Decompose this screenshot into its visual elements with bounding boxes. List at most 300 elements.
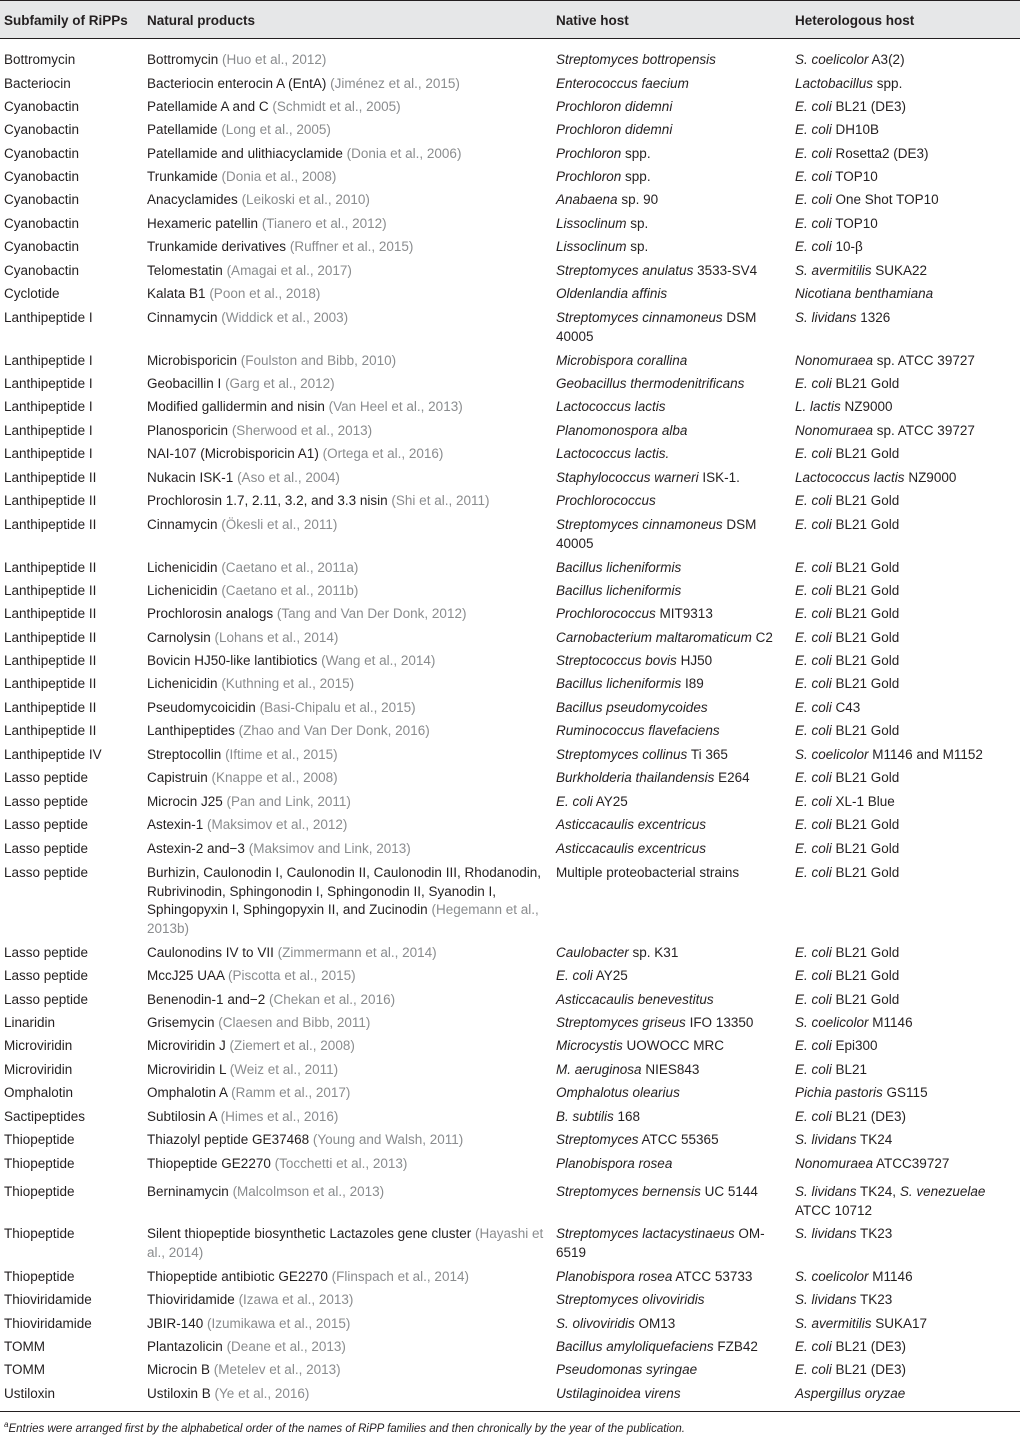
natural-product-cell bbox=[147, 98, 549, 117]
native-host-cell bbox=[556, 605, 788, 624]
product-name: Anacyclamides bbox=[147, 192, 238, 207]
hetero-host-species: E. coli bbox=[795, 676, 832, 691]
product-name: Bovicin HJ50-like lantibiotics bbox=[147, 653, 318, 668]
natural-product-cell bbox=[147, 215, 549, 234]
citation: (Hegemann et al., 2013b) bbox=[147, 902, 539, 936]
natural-product-cell bbox=[147, 75, 549, 94]
native-host-strain: OM13 bbox=[634, 1316, 676, 1331]
product-name: Caulonodins IV to VII bbox=[147, 945, 274, 960]
natural-product-cell bbox=[147, 1037, 549, 1056]
natural-product-cell bbox=[147, 516, 549, 535]
hetero-host-species: S. lividans bbox=[795, 1226, 857, 1241]
native-host-cell bbox=[556, 944, 788, 963]
product-name: Patellamide bbox=[147, 122, 218, 137]
native-host-species: Streptomyces collinus bbox=[556, 747, 688, 762]
citation: (Poon et al., 2018) bbox=[209, 286, 321, 301]
citation: (Maksimov and Link, 2013) bbox=[248, 841, 411, 856]
product-name: Cinnamycin bbox=[147, 517, 218, 532]
product-name: Astexin-1 bbox=[147, 817, 204, 832]
natural-product-cell bbox=[147, 816, 549, 835]
product-name: Astexin-2 and−3 bbox=[147, 841, 245, 856]
natural-product-cell bbox=[147, 991, 549, 1010]
heterologous-host-cell bbox=[795, 121, 1017, 140]
citation: (Leikoski et al., 2010) bbox=[241, 192, 370, 207]
hetero-host-strain: C43 bbox=[831, 700, 861, 715]
heterologous-host-cell bbox=[795, 769, 1017, 788]
native-host-species: E. coli bbox=[556, 968, 593, 983]
hetero-host-species: E. coli bbox=[795, 560, 832, 575]
hetero-host-strain: BL21 Gold bbox=[831, 841, 900, 856]
citation: (Iftime et al., 2015) bbox=[225, 747, 338, 762]
native-host-strain: C2 bbox=[751, 630, 773, 645]
heterologous-host-cell bbox=[795, 967, 1017, 986]
citation: (Foulston and Bibb, 2010) bbox=[240, 353, 397, 368]
natural-product-cell bbox=[147, 168, 549, 187]
table-footnote bbox=[4, 1420, 685, 1435]
citation: (Flinspach et al., 2014) bbox=[331, 1269, 469, 1284]
hetero-host-species: E. coli bbox=[795, 700, 832, 715]
hetero-host-species: E. coli bbox=[795, 1038, 832, 1053]
natural-product-cell bbox=[147, 238, 549, 257]
natural-product-cell bbox=[147, 121, 549, 140]
subfamily-cell: TOMM bbox=[4, 1339, 45, 1354]
subfamily-cell: Lanthipeptide II bbox=[4, 560, 97, 575]
native-host-cell bbox=[556, 1014, 788, 1033]
product-name: Plantazolicin bbox=[147, 1339, 223, 1354]
native-host-cell bbox=[556, 398, 788, 417]
native-host-species: Lissoclinum bbox=[556, 216, 627, 231]
heterologous-host-cell bbox=[795, 722, 1017, 741]
native-host-cell bbox=[556, 352, 788, 371]
native-host-cell bbox=[556, 1155, 788, 1174]
hetero-host-species: E. coli bbox=[795, 122, 832, 137]
citation: (Tocchetti et al., 2013) bbox=[274, 1156, 408, 1171]
subfamily-cell: Lanthipeptide I bbox=[4, 423, 93, 438]
subfamily-cell: Microviridin bbox=[4, 1062, 73, 1077]
subfamily-cell: Lanthipeptide II bbox=[4, 583, 97, 598]
hetero-host-species: E. coli bbox=[795, 99, 832, 114]
product-name: Ustiloxin B bbox=[147, 1386, 211, 1401]
product-name: Berninamycin bbox=[147, 1184, 229, 1199]
product-name: Planosporicin bbox=[147, 423, 229, 438]
hetero-host-strain: BL21 Gold bbox=[831, 723, 900, 738]
natural-product-cell bbox=[147, 652, 549, 671]
natural-product-cell bbox=[147, 1225, 549, 1262]
hetero-host-species: E. coli bbox=[795, 630, 832, 645]
heterologous-host-cell bbox=[795, 1268, 1017, 1287]
native-host-strain: spp. bbox=[621, 146, 651, 161]
heterologous-host-cell bbox=[795, 559, 1017, 578]
native-host-species: Staphylococcus warneri bbox=[556, 470, 699, 485]
product-name: Streptocollin bbox=[147, 747, 222, 762]
hetero-host-species: S. venezuelae bbox=[899, 1184, 986, 1199]
natural-product-cell bbox=[147, 1268, 549, 1287]
citation: (Malcolmson et al., 2013) bbox=[232, 1184, 385, 1199]
native-host-species: S. olivoviridis bbox=[556, 1316, 635, 1331]
heterologous-host-cell bbox=[795, 1084, 1017, 1103]
citation: (Weiz et al., 2011) bbox=[229, 1062, 339, 1077]
natural-product-cell bbox=[147, 967, 549, 986]
header-heterologous-host: Heterologous host bbox=[795, 13, 915, 28]
native-host-cell bbox=[556, 75, 788, 94]
heterologous-host-cell bbox=[795, 469, 1017, 488]
subfamily-cell: Cyanobactin bbox=[4, 122, 80, 137]
hetero-host-strain: BL21 (DE3) bbox=[831, 1339, 907, 1354]
native-host-strain: 168 bbox=[613, 1109, 641, 1124]
native-host-species: Ruminococcus flavefaciens bbox=[556, 723, 720, 738]
product-name: Trunkamide derivatives bbox=[147, 239, 287, 254]
heterologous-host-cell bbox=[795, 582, 1017, 601]
heterologous-host-cell bbox=[795, 516, 1017, 535]
native-host-species: B. subtilis bbox=[556, 1109, 614, 1124]
native-host-species: Caulobacter bbox=[556, 945, 629, 960]
product-name: Nukacin ISK-1 bbox=[147, 470, 234, 485]
citation: (Donia et al., 2008) bbox=[221, 169, 337, 184]
citation: (Izawa et al., 2013) bbox=[238, 1292, 354, 1307]
hetero-host-strain: sp. ATCC 39727 bbox=[873, 353, 975, 368]
citation: (Donia et al., 2006) bbox=[346, 146, 462, 161]
product-name: Patellamide A and C bbox=[147, 99, 269, 114]
hetero-host-species: E. coli bbox=[795, 865, 832, 880]
subfamily-cell: Thiopeptide bbox=[4, 1184, 75, 1199]
hetero-host-strain: BL21 bbox=[831, 1062, 868, 1077]
natural-product-cell bbox=[147, 559, 549, 578]
hetero-host-strain: SUKA22 bbox=[871, 263, 928, 278]
hetero-host-strain: TK24, bbox=[856, 1184, 900, 1199]
citation: (Ruffner et al., 2015) bbox=[289, 239, 414, 254]
hetero-host-species: E. coli bbox=[795, 1362, 832, 1377]
hetero-host-strain: BL21 Gold bbox=[831, 945, 900, 960]
native-host-cell bbox=[556, 793, 788, 812]
natural-product-cell bbox=[147, 1155, 549, 1174]
hetero-host-strain: ATCC 10712 bbox=[795, 1202, 873, 1218]
hetero-host-strain: BL21 Gold bbox=[831, 865, 900, 880]
native-host-species: Anabaena bbox=[556, 192, 618, 207]
hetero-host-species: E. coli bbox=[795, 216, 832, 231]
product-name: Subtilosin A bbox=[147, 1109, 217, 1124]
citation: (Knappe et al., 2008) bbox=[211, 770, 338, 785]
citation: (Sherwood et al., 2013) bbox=[231, 423, 373, 438]
product-name: Trunkamide bbox=[147, 169, 218, 184]
subfamily-cell: Lanthipeptide II bbox=[4, 470, 97, 485]
heterologous-host-cell bbox=[795, 352, 1017, 371]
citation: (Maksimov et al., 2012) bbox=[207, 817, 348, 832]
native-host-species: Omphalotus olearius bbox=[556, 1085, 680, 1100]
footnote-text: Entries were arranged first by the alphabetical order of the names of RiPP families and then chronically by the year of the publication. bbox=[8, 1422, 685, 1435]
hetero-host-species: E. coli bbox=[795, 968, 832, 983]
hetero-host-species: E. coli bbox=[795, 653, 832, 668]
subfamily-cell: Lasso peptide bbox=[4, 794, 89, 809]
hetero-host-species: E. coli bbox=[795, 376, 832, 391]
citation: (Caetano et al., 2011a) bbox=[221, 560, 359, 575]
natural-product-cell bbox=[147, 1084, 549, 1103]
native-host-strain: NIES843 bbox=[641, 1062, 700, 1077]
product-name: Lanthipeptides bbox=[147, 723, 235, 738]
hetero-host-species: E. coli bbox=[795, 517, 832, 532]
heterologous-host-cell bbox=[795, 215, 1017, 234]
natural-product-cell bbox=[147, 1061, 549, 1080]
hetero-host-species: Aspergillus oryzae bbox=[795, 1386, 906, 1401]
hetero-host-species: E. coli bbox=[795, 992, 832, 1007]
native-host-species: Prochloron didemni bbox=[556, 99, 673, 114]
native-host-species: Prochlorococcus bbox=[556, 493, 656, 508]
native-host-cell bbox=[556, 1291, 788, 1310]
hetero-host-strain: Epi300 bbox=[831, 1038, 878, 1053]
citation: (Izumikawa et al., 2015) bbox=[207, 1316, 351, 1331]
natural-product-cell bbox=[147, 1361, 549, 1380]
citation: (Basi-Chipalu et al., 2015) bbox=[259, 700, 416, 715]
hetero-host-strain: NZ9000 bbox=[904, 470, 957, 485]
native-host-cell bbox=[556, 445, 788, 464]
native-host-strain: MIT9313 bbox=[655, 606, 713, 621]
natural-product-cell bbox=[147, 1131, 549, 1150]
natural-product-cell bbox=[147, 1014, 549, 1033]
natural-product-cell bbox=[147, 1385, 549, 1404]
native-host-strain: ATCC 55365 bbox=[638, 1132, 719, 1147]
hetero-host-species: E. coli bbox=[795, 723, 832, 738]
native-host-species: M. aeruginosa bbox=[556, 1062, 642, 1077]
hetero-host-strain: TK23 bbox=[856, 1226, 893, 1241]
product-name: Microbisporicin bbox=[147, 353, 238, 368]
subfamily-cell: Lanthipeptide II bbox=[4, 700, 97, 715]
hetero-host-strain: BL21 Gold bbox=[831, 446, 900, 461]
native-host-strain: spp. bbox=[621, 169, 651, 184]
heterologous-host-cell bbox=[795, 422, 1017, 441]
natural-product-cell bbox=[147, 469, 549, 488]
hetero-host-species: E. coli bbox=[795, 1062, 832, 1077]
native-host-strain: IFO 13350 bbox=[685, 1015, 754, 1030]
native-host-cell bbox=[556, 492, 788, 511]
header-natural-products: Natural products bbox=[147, 13, 256, 28]
hetero-host-strain: XL-1 Blue bbox=[831, 794, 895, 809]
natural-product-cell bbox=[147, 769, 549, 788]
native-host-species: Planomonospora alba bbox=[556, 423, 688, 438]
subfamily-cell: Cyanobactin bbox=[4, 239, 80, 254]
product-name: Lichenicidin bbox=[147, 583, 218, 598]
native-host-cell bbox=[556, 675, 788, 694]
hetero-host-species: E. coli bbox=[795, 583, 832, 598]
product-name: Grisemycin bbox=[147, 1015, 215, 1030]
subfamily-cell: Cyanobactin bbox=[4, 263, 80, 278]
citation: (Widdick et al., 2003) bbox=[221, 310, 349, 325]
native-host-cell bbox=[556, 1108, 788, 1127]
natural-product-cell bbox=[147, 1338, 549, 1357]
hetero-host-species: E. coli bbox=[795, 169, 832, 184]
hetero-host-strain: BL21 Gold bbox=[831, 992, 900, 1007]
native-host-strain: DSM 40005 bbox=[556, 517, 757, 551]
heterologous-host-cell bbox=[795, 1183, 1017, 1220]
native-host-cell bbox=[556, 51, 788, 70]
hetero-host-species: Lactobacillus bbox=[795, 76, 874, 91]
citation: (Ökesli et al., 2011) bbox=[221, 517, 338, 532]
product-name: Geobacillin I bbox=[147, 376, 222, 391]
heterologous-host-cell bbox=[795, 1225, 1017, 1244]
heterologous-host-cell bbox=[795, 51, 1017, 70]
native-host-species: Enterococcus faecium bbox=[556, 76, 689, 91]
product-name: Microcin B bbox=[147, 1362, 211, 1377]
citation: (Pan and Link, 2011) bbox=[226, 794, 351, 809]
product-name: JBIR-140 bbox=[147, 1316, 204, 1331]
subfamily-cell: Lanthipeptide II bbox=[4, 517, 97, 532]
native-host-cell bbox=[556, 309, 788, 346]
subfamily-cell: Thioviridamide bbox=[4, 1316, 92, 1331]
native-host-cell bbox=[556, 98, 788, 117]
heterologous-host-cell bbox=[795, 309, 1017, 328]
heterologous-host-cell bbox=[795, 1061, 1017, 1080]
native-host-cell bbox=[556, 168, 788, 187]
heterologous-host-cell bbox=[795, 944, 1017, 963]
native-host-strain: I89 bbox=[681, 676, 704, 691]
hetero-host-strain: A3(2) bbox=[868, 52, 905, 67]
hetero-host-strain: M1146 bbox=[868, 1269, 913, 1284]
product-name: Bacteriocin enterocin A (EntA) bbox=[147, 76, 327, 91]
hetero-host-species: E. coli bbox=[795, 239, 832, 254]
citation: (Deane et al., 2013) bbox=[226, 1339, 346, 1354]
hetero-host-strain: Rosetta2 (DE3) bbox=[831, 146, 929, 161]
native-host-strain: Ti 365 bbox=[687, 747, 728, 762]
native-host-cell bbox=[556, 582, 788, 601]
product-name: Bottromycin bbox=[147, 52, 219, 67]
heterologous-host-cell bbox=[795, 445, 1017, 464]
subfamily-cell: Lasso peptide bbox=[4, 817, 89, 832]
citation: (Amagai et al., 2017) bbox=[226, 263, 352, 278]
citation: (Tianero et al., 2012) bbox=[261, 216, 387, 231]
citation: (Wang et al., 2014) bbox=[321, 653, 436, 668]
product-name: Thiopeptide antibiotic GE2270 bbox=[147, 1269, 328, 1284]
citation: (Zhao and Van Der Donk, 2016) bbox=[238, 723, 430, 738]
citation: (Metelev et al., 2013) bbox=[213, 1362, 341, 1377]
hetero-host-strain: BL21 (DE3) bbox=[831, 99, 907, 114]
hetero-host-strain: One Shot TOP10 bbox=[831, 192, 939, 207]
subfamily-cell: Lanthipeptide II bbox=[4, 630, 97, 645]
native-host-species: Bacillus licheniformis bbox=[556, 676, 682, 691]
hetero-host-strain: BL21 Gold bbox=[831, 517, 900, 532]
natural-product-cell bbox=[147, 1108, 549, 1127]
hetero-host-species: Lactococcus lactis bbox=[795, 470, 905, 485]
citation: (Zimmermann et al., 2014) bbox=[277, 945, 437, 960]
citation: (Van Heel et al., 2013) bbox=[328, 399, 463, 414]
natural-product-cell bbox=[147, 398, 549, 417]
subfamily-cell: Lanthipeptide II bbox=[4, 653, 97, 668]
hetero-host-strain: DH10B bbox=[831, 122, 880, 137]
natural-product-cell bbox=[147, 944, 549, 963]
natural-product-cell bbox=[147, 722, 549, 741]
product-name: Silent thiopeptide biosynthetic Lactazoles gene cluster bbox=[147, 1226, 472, 1241]
heterologous-host-cell bbox=[795, 816, 1017, 835]
citation: (Chekan et al., 2016) bbox=[269, 992, 396, 1007]
heterologous-host-cell bbox=[795, 864, 1017, 883]
hetero-host-strain: BL21 Gold bbox=[831, 630, 900, 645]
heterologous-host-cell bbox=[795, 1014, 1017, 1033]
hetero-host-species: E. coli bbox=[795, 945, 832, 960]
heterologous-host-cell bbox=[795, 1155, 1017, 1174]
natural-product-cell bbox=[147, 285, 549, 304]
hetero-host-strain: spp. bbox=[873, 76, 903, 91]
native-host-strain: ATCC 53733 bbox=[672, 1269, 753, 1284]
subfamily-cell: Cyanobactin bbox=[4, 216, 80, 231]
heterologous-host-cell bbox=[795, 168, 1017, 187]
hetero-host-species: S. lividans bbox=[795, 310, 857, 325]
native-host-species: Streptomyces cinnamoneus bbox=[556, 517, 723, 532]
native-host-species: Streptomyces cinnamoneus bbox=[556, 310, 723, 325]
subfamily-cell: Lasso peptide bbox=[4, 865, 89, 880]
native-host-species: Bacillus amyloliquefaciens bbox=[556, 1339, 714, 1354]
hetero-host-species: Pichia pastoris bbox=[795, 1085, 883, 1100]
hetero-host-strain: 10-β bbox=[831, 239, 863, 254]
natural-product-cell bbox=[147, 309, 549, 328]
citation: (Young and Walsh, 2011) bbox=[312, 1132, 464, 1147]
native-host-cell bbox=[556, 262, 788, 281]
citation: (Garg et al., 2012) bbox=[225, 376, 335, 391]
product-name: Microviridin J bbox=[147, 1038, 226, 1053]
citation: (Huo et al., 2012) bbox=[222, 52, 327, 67]
subfamily-cell: Lanthipeptide I bbox=[4, 446, 93, 461]
native-host-species: Microcystis bbox=[556, 1038, 623, 1053]
hetero-host-strain: M1146 bbox=[868, 1015, 913, 1030]
subfamily-cell: Lasso peptide bbox=[4, 841, 89, 856]
subfamily-cell: Lanthipeptide I bbox=[4, 376, 93, 391]
hetero-host-strain: BL21 Gold bbox=[831, 676, 900, 691]
subfamily-cell: Lasso peptide bbox=[4, 945, 89, 960]
header-native-host: Native host bbox=[556, 13, 629, 28]
product-name: Benenodin-1 and−2 bbox=[147, 992, 266, 1007]
hetero-host-strain: BL21 Gold bbox=[831, 583, 900, 598]
hetero-host-species: S. avermitilis bbox=[795, 1316, 872, 1331]
native-host-species: Streptomyces bottropensis bbox=[556, 52, 716, 67]
native-host-species: Prochloron bbox=[556, 169, 622, 184]
citation: (Ziemert et al., 2008) bbox=[229, 1038, 355, 1053]
subfamily-cell: Lanthipeptide I bbox=[4, 353, 93, 368]
native-host-cell bbox=[556, 1131, 788, 1150]
native-host-cell bbox=[556, 722, 788, 741]
subfamily-cell: Cyclotide bbox=[4, 286, 60, 301]
hetero-host-strain: sp. ATCC 39727 bbox=[873, 423, 975, 438]
natural-product-cell bbox=[147, 1291, 549, 1310]
native-host-strain: DSM 40005 bbox=[556, 310, 757, 344]
header-rule bbox=[0, 38, 1020, 39]
hetero-host-strain: 1326 bbox=[856, 310, 891, 325]
subfamily-cell: Lanthipeptide I bbox=[4, 310, 93, 325]
hetero-host-strain: BL21 Gold bbox=[831, 817, 900, 832]
heterologous-host-cell bbox=[795, 285, 1017, 304]
native-host-cell bbox=[556, 1385, 788, 1404]
native-host-cell bbox=[556, 967, 788, 986]
product-name: Microcin J25 bbox=[147, 794, 223, 809]
hetero-host-species: E. coli bbox=[795, 606, 832, 621]
product-name: Cinnamycin bbox=[147, 310, 218, 325]
product-name: MccJ25 UAA bbox=[147, 968, 225, 983]
native-host-species: Bacillus pseudomycoides bbox=[556, 700, 708, 715]
citation: (Claesen and Bibb, 2011) bbox=[218, 1015, 371, 1030]
native-host-species: Lactococcus lactis bbox=[556, 399, 666, 414]
product-name: Lichenicidin bbox=[147, 676, 218, 691]
natural-product-cell bbox=[147, 191, 549, 210]
native-host-species: Planobispora rosea bbox=[556, 1269, 673, 1284]
subfamily-cell: Thioviridamide bbox=[4, 1292, 92, 1307]
native-host-species: Streptomyces bbox=[556, 1132, 639, 1147]
subfamily-cell: Sactipeptides bbox=[4, 1109, 86, 1124]
hetero-host-strain: BL21 Gold bbox=[831, 653, 900, 668]
subfamily-cell: Ustiloxin bbox=[4, 1386, 56, 1401]
heterologous-host-cell bbox=[795, 1338, 1017, 1357]
hetero-host-species: Nonomuraea bbox=[795, 423, 874, 438]
heterologous-host-cell bbox=[795, 991, 1017, 1010]
native-host-cell bbox=[556, 1268, 788, 1287]
native-host-cell bbox=[556, 559, 788, 578]
hetero-host-species: Nonomuraea bbox=[795, 1156, 874, 1171]
citation: (Kuthning et al., 2015) bbox=[221, 676, 355, 691]
natural-product-cell bbox=[147, 605, 549, 624]
